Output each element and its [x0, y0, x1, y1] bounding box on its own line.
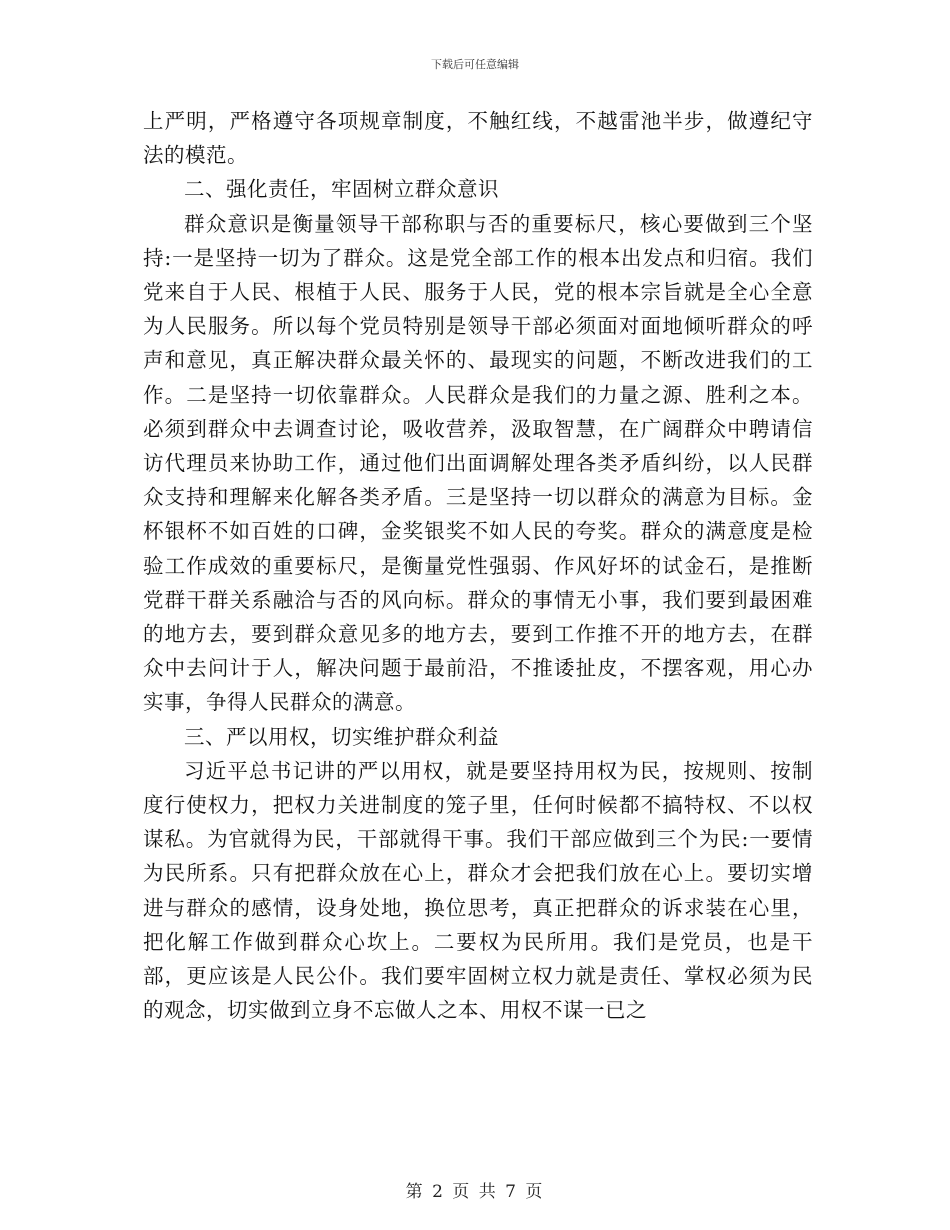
section-heading-3: 三、严以用权，切实维护群众利益 — [184, 724, 499, 749]
paragraph-power-use: 习近平总书记讲的严以用权，就是要坚持用权为民，按规则、按制度行使权力，把权力关进制度的笼子里，任何时候都不搞特权、不以权谋私。为官就得为民，干部就得干事。我们干部应做到三个为民:一要情为民所系。只有把群众放在心上，群众才会把我们放在心上。要切实增进与群众的感情，设身处地，换位思考，真正把群众的诉求装在心里，把化解工作做到群众心坎上。二要权为民所用。我们是党员，也是干部，更应该是人民公仆。我们要牢固树立权力就是责任、掌权必须为民的观念，切实做到立身不忘做人之本、用权不谋一已之 — [143, 758, 813, 1023]
paragraph-mass-awareness: 群众意识是衡量领导干部称职与否的重要标尺，核心要做到三个坚持:一是坚持一切为了群众。这是党全部工作的根本出发点和归宿。我们党来自于人民、根植于人民、服务于人民，党的根本宗旨就是全心全意为人民服务。所以每个党员特别是领导干部必须面对面地倾听群众的呼声和意见，真正解决群众最关怀的、最现实的问题，不断改进我们的工作。二是坚持一切依靠群众。人民群众是我们的力量之源、胜利之本。必须到群众中去调查讨论，吸收营养，汲取智慧，在广阔群众中聘请信访代理员来协助工作，通过他们出面调解处理各类矛盾纠纷，以人民群众支持和理解来化解各类矛盾。三是坚持一切以群众的满意为目标。金杯银杯不如百姓的口碑，金奖银奖不如人民的夸奖。群众的满意度是检验工作成效的重要标尺，是衡量党性强弱、作风好坏的试金石，是推断党群干群关系融洽与否的风向标。群众的事情无小事，我们要到最困难的地方去，要到群众意见多的地方去，要到工作推不开的地方去，在群众中去问计于人，解决问题于最前沿，不推诿扯皮，不摆客观，用心办实事，争得人民群众的满意。 — [143, 211, 813, 715]
paragraph-continuation: 上严明，严格遵守各项规章制度，不触红线，不越雷池半步，做遵纪守法的模范。 — [143, 109, 813, 168]
page-footer: 第 2 页 共 7 页 — [405, 1182, 545, 1202]
page-header: 下载后可任意编辑 — [431, 58, 519, 71]
section-heading-2: 二、强化责任，牢固树立群众意识 — [184, 177, 499, 202]
document-body — [143, 104, 813, 1027]
